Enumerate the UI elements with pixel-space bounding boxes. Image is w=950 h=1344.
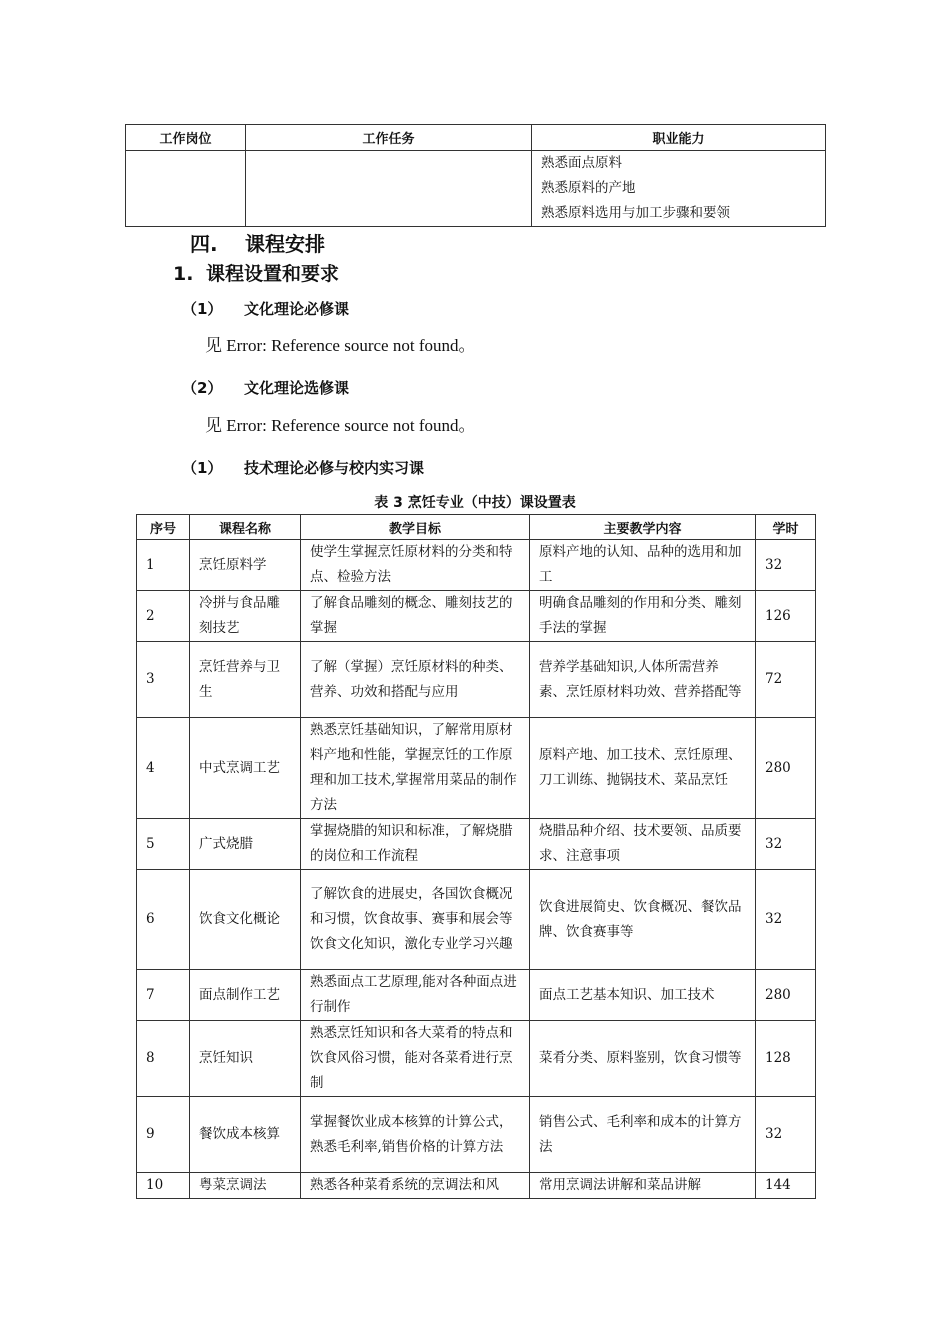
course-name: 餐饮成本核算: [190, 1097, 301, 1173]
course-no: 6: [137, 870, 190, 970]
table-row: [137, 591, 816, 642]
course-goal: 了解（掌握）烹饪原材料的种类、营养、功效和搭配与应用: [301, 642, 530, 718]
table-row: [137, 1021, 816, 1097]
course-hours: 144: [756, 1173, 816, 1199]
course-content: 原料产地的认知、品种的选用和加工: [530, 540, 756, 591]
header-goal: 教学目标: [301, 515, 530, 540]
course-name: 冷拼与食品雕刻技艺: [190, 591, 301, 642]
table-row: [137, 718, 816, 819]
item-heading: [182, 377, 349, 398]
subsection-number: 1.: [173, 263, 194, 285]
course-no: 5: [137, 819, 190, 870]
course-hours: 32: [756, 870, 816, 970]
course-content: 原料产地、加工技术、烹饪原理、刀工训练、抛锅技术、菜品烹饪: [530, 718, 756, 819]
course-name: 粤菜烹调法: [190, 1173, 301, 1199]
table-caption: 表 3 烹饪专业（中技）课设置表: [374, 495, 576, 511]
course-content: 饮食进展简史、饮食概况、餐饮品牌、饮食赛事等: [530, 870, 756, 970]
course-no: 2: [137, 591, 190, 642]
table-row: [137, 540, 816, 591]
ability-line: 熟悉原料选用与加工步骤和要领: [541, 205, 730, 221]
section-number: 四.: [190, 232, 218, 256]
course-no: 3: [137, 642, 190, 718]
reference-paragraph: 见 Error: Reference source not found。: [205, 416, 476, 435]
job-table-row: [126, 151, 826, 227]
item-number: （1）: [182, 300, 223, 318]
course-goal: 熟悉各种菜肴系统的烹调法和风: [301, 1173, 530, 1199]
job-ability-table: [125, 124, 826, 227]
item-title: 文化理论选修课: [244, 379, 350, 397]
item-title: 文化理论必修课: [244, 300, 350, 318]
job-table-header-row: [126, 125, 826, 151]
table-row: [137, 1097, 816, 1173]
job-position-cell: [126, 151, 246, 227]
course-hours: 32: [756, 1097, 816, 1173]
job-ability-cell: [532, 151, 826, 227]
ability-line: 熟悉面点原料: [541, 155, 622, 171]
course-no: 8: [137, 1021, 190, 1097]
course-hours: 280: [756, 718, 816, 819]
course-no: 7: [137, 970, 190, 1021]
job-table-header-task: 工作任务: [246, 125, 532, 151]
table-row: [137, 970, 816, 1021]
ability-line: 熟悉原料的产地: [541, 180, 636, 196]
course-name: 饮食文化概论: [190, 870, 301, 970]
course-content: 烧腊品种介绍、技术要领、品质要求、注意事项: [530, 819, 756, 870]
course-hours: 128: [756, 1021, 816, 1097]
course-content: 明确食品雕刻的作用和分类、雕刻手法的掌握: [530, 591, 756, 642]
item-heading: [182, 298, 349, 319]
course-name: 广式烧腊: [190, 819, 301, 870]
item-number: （2）: [182, 379, 223, 397]
reference-paragraph: 见 Error: Reference source not found。: [205, 336, 476, 355]
course-goal: 掌握餐饮业成本核算的计算公式，熟悉毛利率,销售价格的计算方法: [301, 1097, 530, 1173]
job-table-header-ability: 职业能力: [532, 125, 826, 151]
course-content: 常用烹调法讲解和菜品讲解: [530, 1173, 756, 1199]
course-no: 4: [137, 718, 190, 819]
section-title: 课程安排: [245, 232, 325, 256]
item-title: 技术理论必修与校内实习课: [244, 459, 425, 477]
course-name: 烹饪知识: [190, 1021, 301, 1097]
job-table-header-position: 工作岗位: [126, 125, 246, 151]
course-content: 菜肴分类、原料鉴别，饮食习惯等: [530, 1021, 756, 1097]
course-content: 面点工艺基本知识、加工技术: [530, 970, 756, 1021]
subsection-title: 课程设置和要求: [206, 263, 340, 285]
header-content: 主要教学内容: [530, 515, 756, 540]
course-content: 营养学基础知识,人体所需营养素、烹饪原材料功效、营养搭配等: [530, 642, 756, 718]
course-goal: 熟悉烹饪知识和各大菜肴的特点和饮食风俗习惯，能对各菜肴进行烹制: [301, 1021, 530, 1097]
table-row: [137, 819, 816, 870]
course-goal: 熟悉面点工艺原理,能对各种面点进行制作: [301, 970, 530, 1021]
subsection-heading: [173, 259, 339, 286]
course-goal: 使学生掌握烹饪原材料的分类和特点、检验方法: [301, 540, 530, 591]
course-name: 中式烹调工艺: [190, 718, 301, 819]
job-task-cell: [246, 151, 532, 227]
course-hours: 126: [756, 591, 816, 642]
course-goal: 了解饮食的进展史，各国饮食概况和习惯，饮食故事、赛事和展会等饮食文化知识，激化专业学习兴趣: [301, 870, 530, 970]
course-hours: 32: [756, 540, 816, 591]
section-heading: [190, 228, 325, 257]
item-heading: [182, 457, 424, 478]
course-goal: 掌握烧腊的知识和标准，了解烧腊的岗位和工作流程: [301, 819, 530, 870]
header-no: 序号: [137, 515, 190, 540]
course-name: 面点制作工艺: [190, 970, 301, 1021]
course-name: 烹饪原料学: [190, 540, 301, 591]
course-name: 烹饪营养与卫生: [190, 642, 301, 718]
course-no: 9: [137, 1097, 190, 1173]
course-goal: 了解食品雕刻的概念、雕刻技艺的掌握: [301, 591, 530, 642]
course-goal: 熟悉烹饪基础知识，了解常用原材料产地和性能，掌握烹饪的工作原理和加工技术,掌握常用菜品的制作方法: [301, 718, 530, 819]
table-row: [137, 870, 816, 970]
course-hours: 32: [756, 819, 816, 870]
course-hours: 72: [756, 642, 816, 718]
table-row: [137, 1173, 816, 1199]
item-number: （1）: [182, 459, 223, 477]
header-hours: 学时: [756, 515, 816, 540]
course-table: [136, 514, 816, 1199]
table-row: [137, 642, 816, 718]
course-no: 10: [137, 1173, 190, 1199]
course-no: 1: [137, 540, 190, 591]
header-course-name: 课程名称: [190, 515, 301, 540]
course-content: 销售公式、毛利率和成本的计算方法: [530, 1097, 756, 1173]
course-hours: 280: [756, 970, 816, 1021]
course-table-header-row: [137, 515, 816, 540]
